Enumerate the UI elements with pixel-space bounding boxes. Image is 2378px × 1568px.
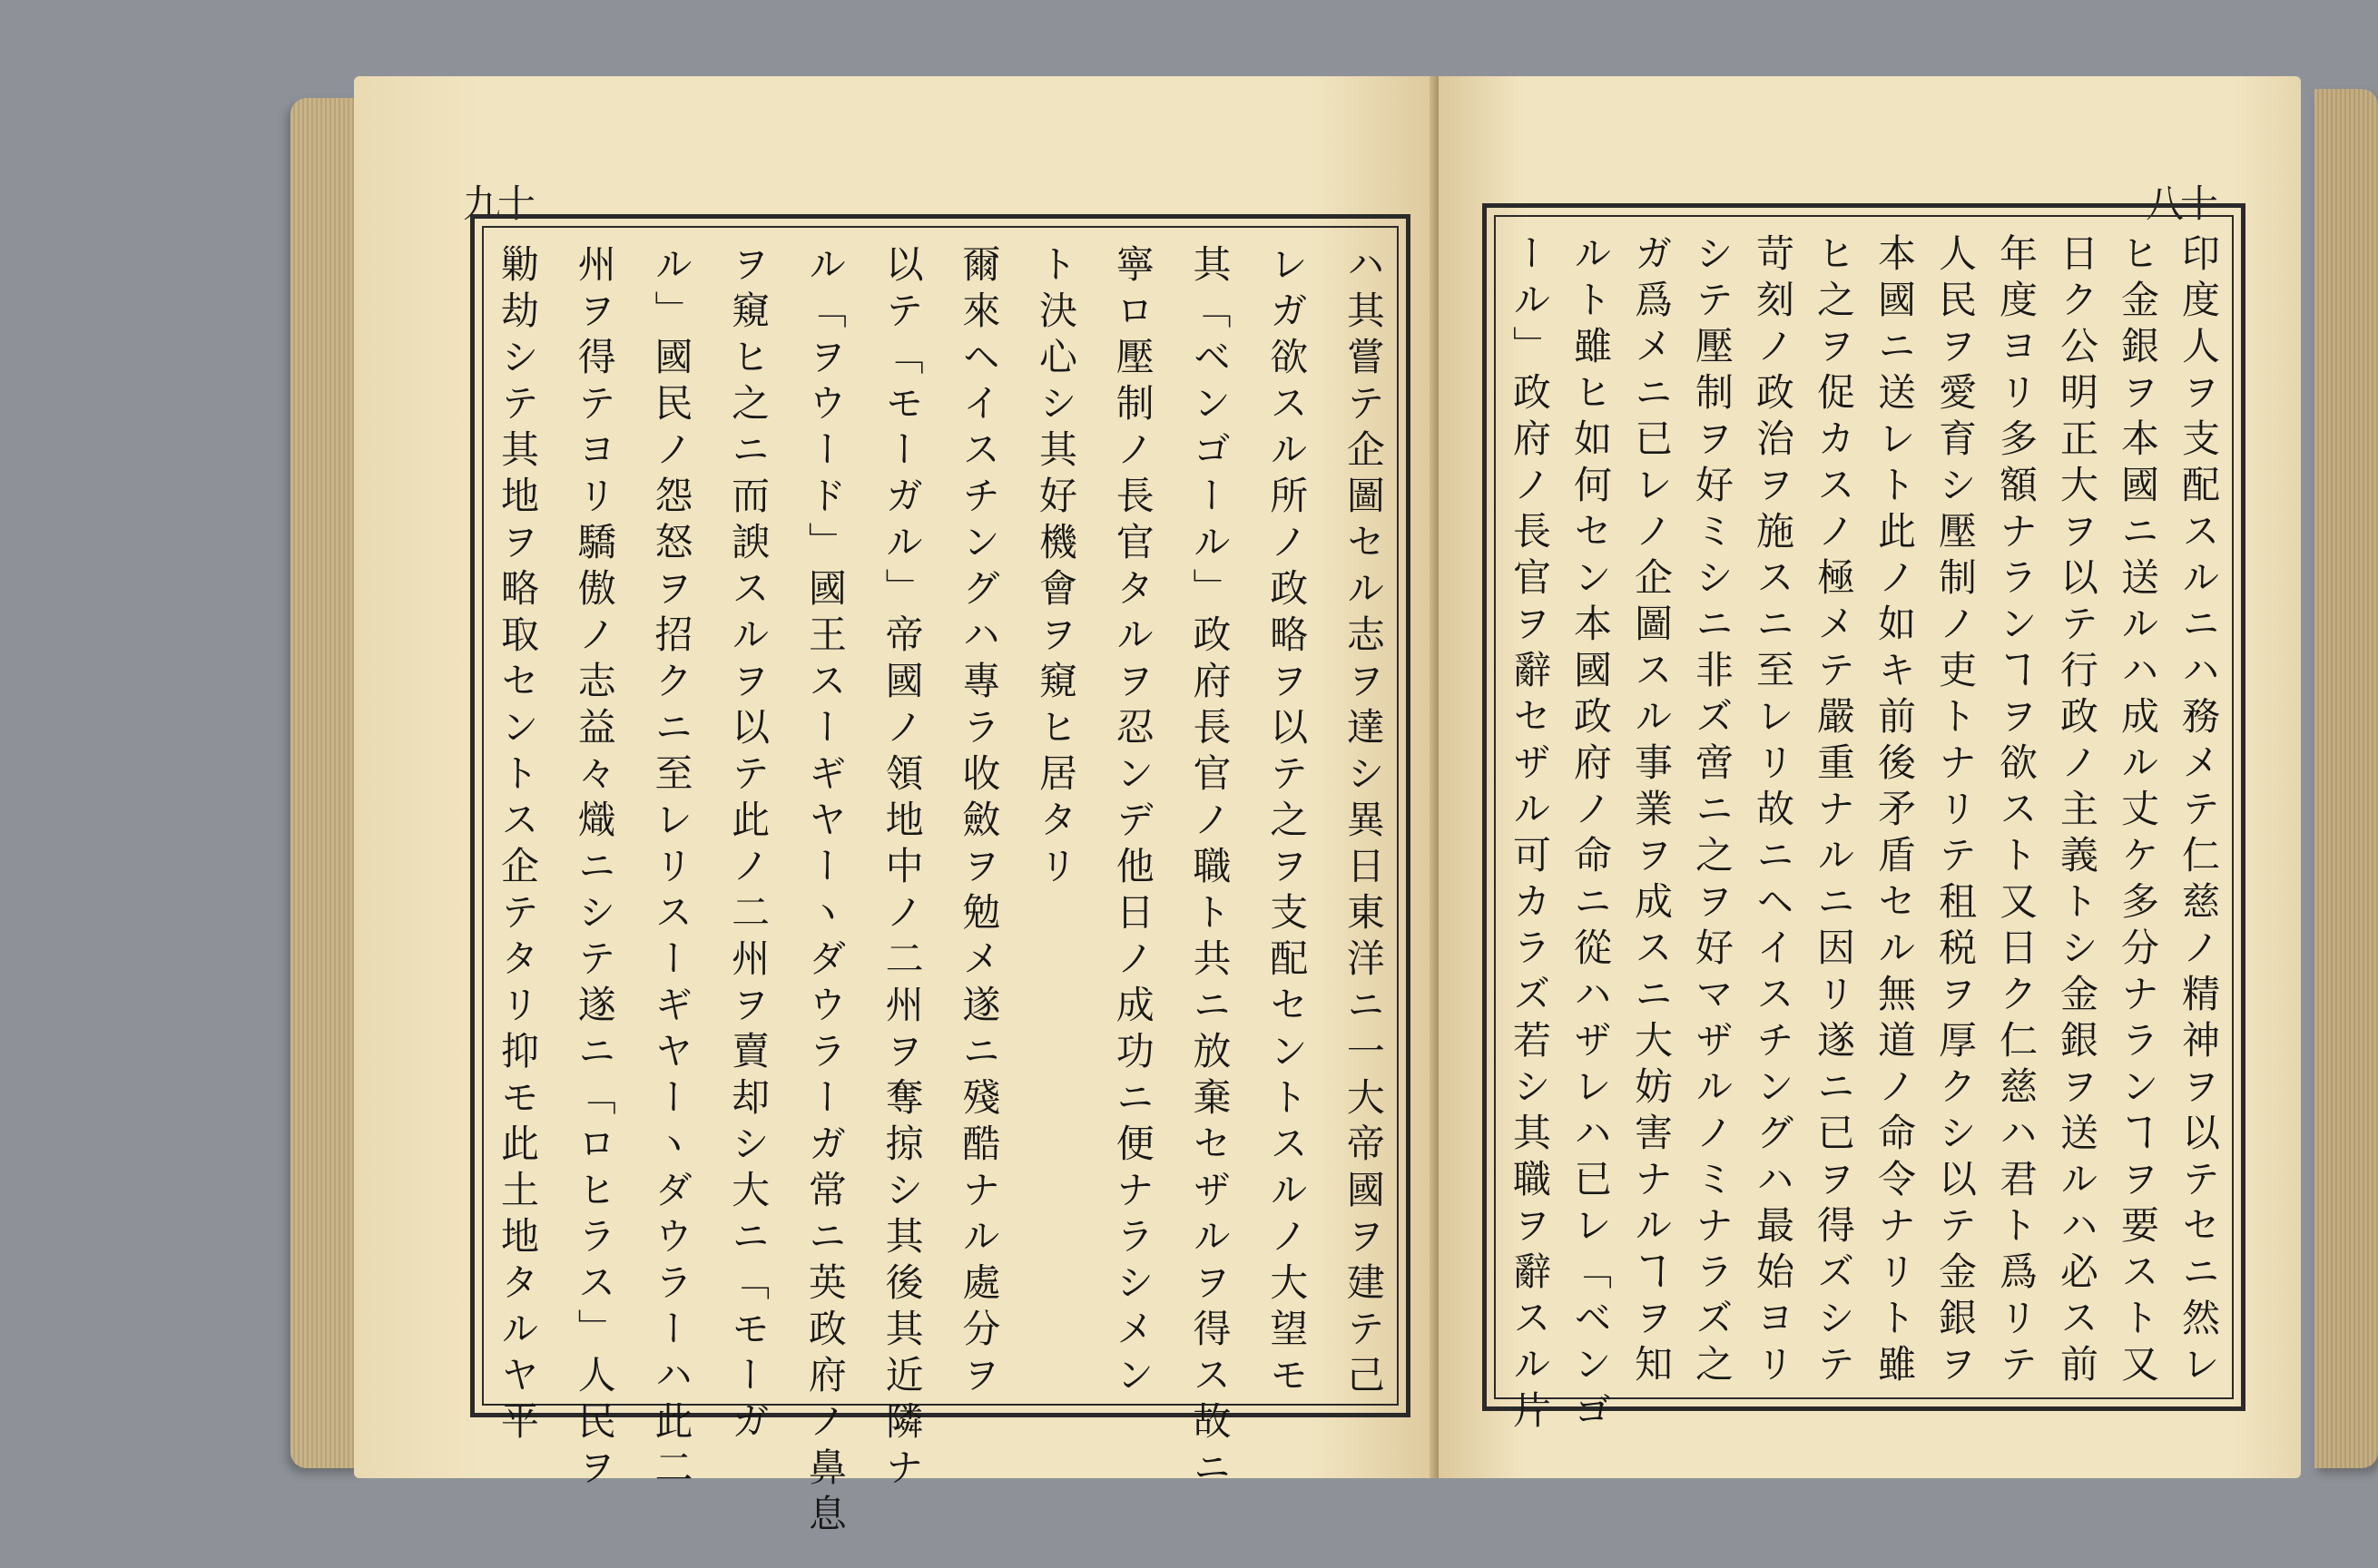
text-frame-inner-left bbox=[482, 226, 1399, 1540]
text-line: ル「ヲウード」國王スーギヤーヽダウラーガ常ニ英政府ノ鼻息 bbox=[802, 244, 848, 1540]
text-columns-left bbox=[496, 244, 1386, 1540]
left-page bbox=[354, 76, 1439, 1540]
text-line: 爾來ヘイスチングハ專ラ收斂ヲ勉メ遂ニ殘酷ナル處分ヲ bbox=[957, 244, 1002, 1401]
text-frame-left bbox=[470, 214, 1410, 1540]
text-frame-inner-right bbox=[1494, 215, 2234, 1436]
text-line: 以テ「モーガル」帝國ノ領地中ノ二州ヲ奪掠シ其後其近隣ナ bbox=[879, 244, 925, 1494]
text-columns-right bbox=[1508, 233, 2221, 1436]
page-number-left: 九十 bbox=[463, 181, 533, 226]
text-line: ヒ金銀ヲ本國ニ送ルハ成ル丈ケ多分ナランヿヲ要スト又 bbox=[2116, 233, 2160, 1390]
text-line: ール」政府ノ長官ヲ辭セザル可カラズ若シ其職ヲ辭スル片 bbox=[1508, 233, 1552, 1436]
text-line: レガ欲スル所ノ政略ヲ以テ之ヲ支配セントスルノ大望モ bbox=[1264, 244, 1310, 1401]
text-line: 苛刻ノ政治ヲ施スニ至レリ故ニヘイスチングハ最始ヨリ bbox=[1751, 233, 1795, 1390]
book-edge-left bbox=[290, 98, 363, 1468]
text-line: ル」國民ノ怨怒ヲ招クニ至レリスーギヤーヽダウラーハ此二 bbox=[649, 244, 694, 1494]
text-line: ハ其嘗テ企圖セル志ヲ達シ異日東洋ニ一大帝國ヲ建テ己 bbox=[1341, 244, 1386, 1401]
text-line: ト決心シ其好機會ヲ窺ヒ居タリ bbox=[1034, 244, 1079, 892]
text-line: 寧ロ壓制ノ長官タルヲ忍ンデ他日ノ成功ニ便ナラシメン bbox=[1110, 244, 1155, 1401]
book-edge-right bbox=[2314, 89, 2378, 1468]
text-line: ヲ窺ヒ之ニ而諛スルヲ以テ此ノ二州ヲ賣却シ大ニ「モーガ bbox=[726, 244, 771, 1447]
text-line: ヒ之ヲ促カスノ極メテ嚴重ナルニ因リ遂ニ已ヲ得ズシテ bbox=[1812, 233, 1856, 1390]
page-number-right: 八十 bbox=[2145, 181, 2215, 226]
text-line: ガ爲メニ已レノ企圖スル事業ヲ成スニ大妨害ナルヿヲ知 bbox=[1629, 233, 1674, 1390]
text-line: 印度人ヲ支配スルニハ務メテ仁慈ノ精神ヲ以テセニ然レ bbox=[2177, 233, 2221, 1390]
text-line: 勦劫シテ其地ヲ略取セントス企テタリ抑モ此土地タルヤ平 bbox=[496, 244, 540, 1447]
text-line: 本國ニ送レト此ノ如キ前後矛盾セル無道ノ命令ナリト雖 bbox=[1872, 233, 1917, 1390]
text-line: 州ヲ得テヨリ驕傲ノ志益々熾ニシテ遂ニ「ロヒラス」人民ヲ bbox=[572, 244, 617, 1494]
open-book bbox=[290, 71, 2378, 1540]
text-line: 年度ヨリ多額ナランヿヲ欲スト又日ク仁慈ハ君ト爲リテ bbox=[1994, 233, 2039, 1390]
text-line: シテ壓制ヲ好ミシニ非ズ啻ニ之ヲ好マザルノミナラズ之 bbox=[1690, 233, 1734, 1390]
text-line: ルト雖ヒ如何セン本國政府ノ命ニ從ハザレハ已レ「ベンゴ bbox=[1568, 233, 1613, 1436]
text-frame-right bbox=[1482, 203, 2245, 1436]
text-line: 人民ヲ愛育シ壓制ノ吏トナリテ租税ヲ厚クシ以テ金銀ヲ bbox=[1933, 233, 1978, 1390]
text-line: 其「ベンゴール」政府長官ノ職ト共ニ放棄セザルヲ得ス故ニ bbox=[1187, 244, 1233, 1494]
text-line: 日ク公明正大ヲ以テ行政ノ主義トシ金銀ヲ送ルハ必ス前 bbox=[2055, 233, 2099, 1390]
right-page bbox=[1439, 76, 2301, 1478]
